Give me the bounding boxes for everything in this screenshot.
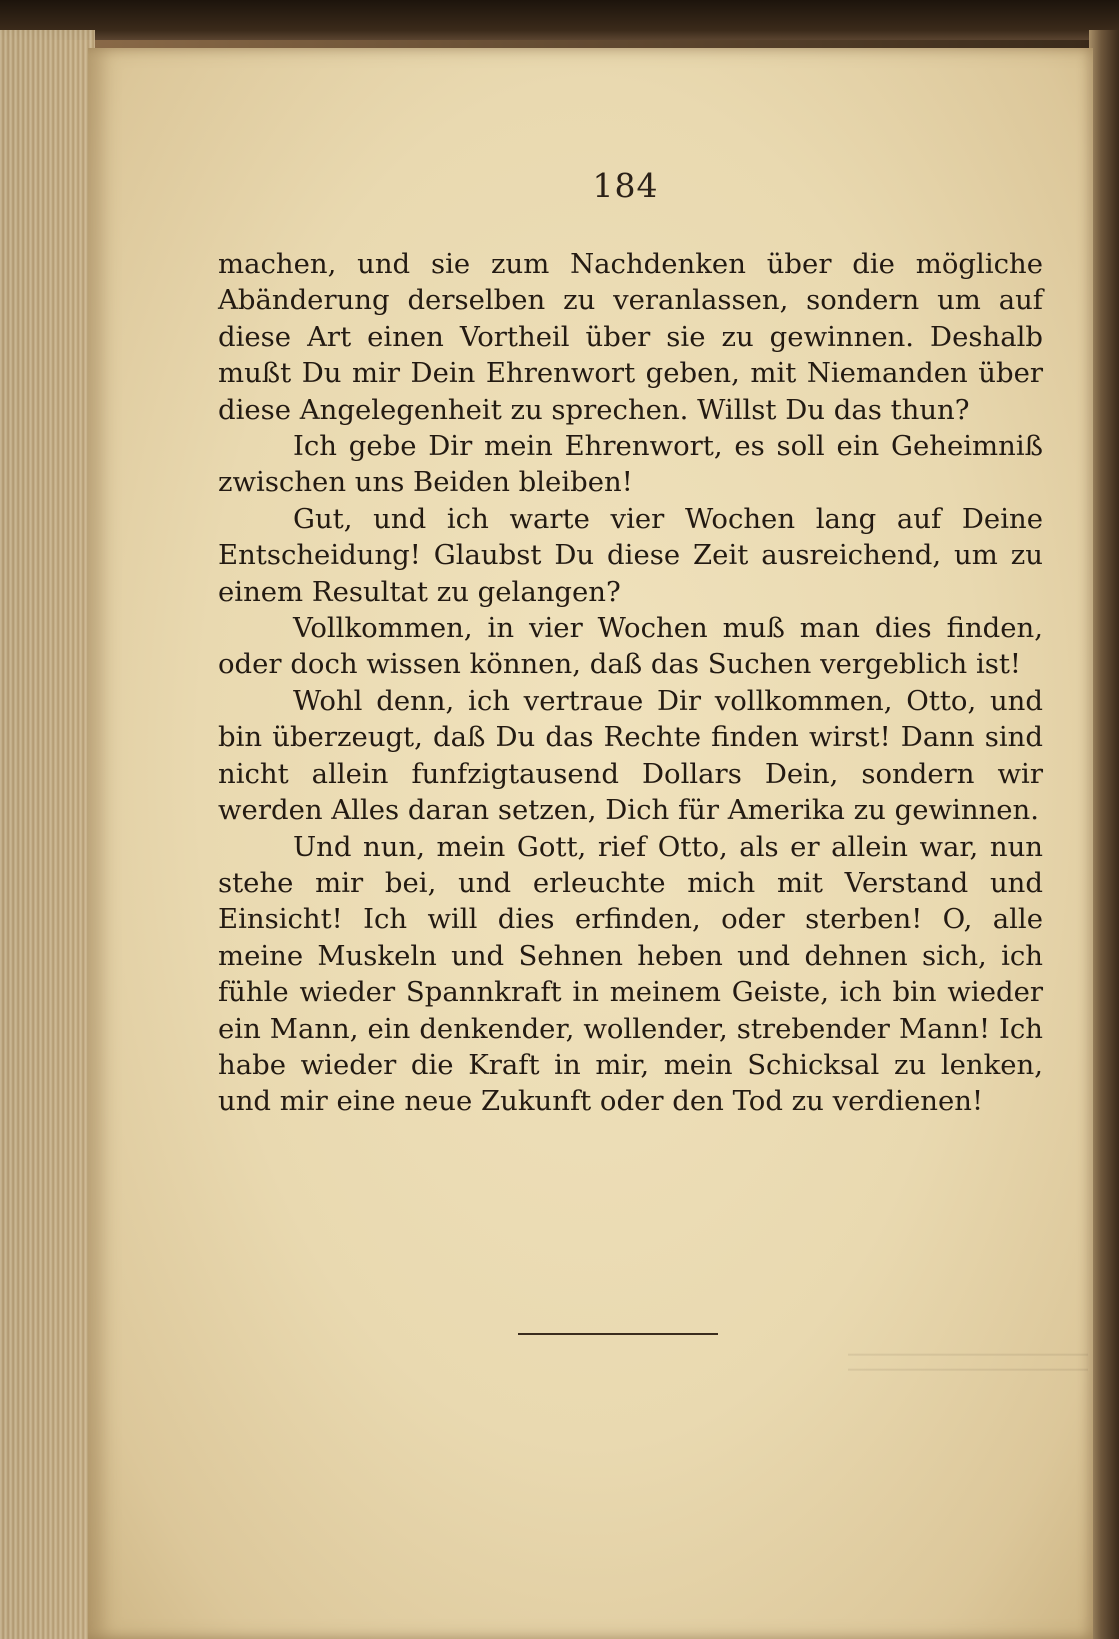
paragraph-2: Ich gebe Dir mein Ehrenwort, es soll ein Geheimniß zwischen uns Beiden bleiben! xyxy=(218,430,1043,499)
paragraph-1: machen, und sie zum Nachdenken über die mögliche Abänderung derselben zu veranlassen, sondern um auf diese Art einen Vortheil über sie zu gewinnen. Deshalb mußt Du mir Dein Ehrenwort geben, mit Niemanden über diese Angelegenheit zu sprechen. Willst Du das thun? xyxy=(218,248,1043,426)
page-number: 184 xyxy=(592,166,659,205)
paragraph-4: Vollkommen, in vier Wochen muß man dies finden, oder doch wissen können, daß das Suchen vergeblich ist! xyxy=(218,612,1043,681)
binding-edge xyxy=(1089,30,1119,1639)
page-text xyxy=(218,246,1043,1120)
paragraph-5: Wohl denn, ich vertraue Dir vollkommen, Otto, und bin überzeugt, daß Du das Rechte finden wirst! Dann sind nicht allein funfzigtausend Dollars Dein, sondern wir werden Alles daran setzen, Dich für Amerika zu gewinnen. xyxy=(218,684,1043,827)
book-page xyxy=(88,48,1093,1639)
book-spine-edge xyxy=(0,0,1119,40)
paragraph-6: Und nun, mein Gott, rief Otto, als er allein war, nun stehe mir bei, und erleuchte mich mit Verstand und Einsicht! Ich will dies erfinden, oder sterben! O, alle meine Muskeln und Sehnen heben und dehnen sich, ich fühle wieder Spannkraft in meinem Geiste, ich bin wieder ein Mann, ein denkender, wollender, strebender Mann! Ich habe wieder die Kraft in mir, mein Schicksal zu lenken, und mir eine neue Zukunft oder den Tod zu verdienen! xyxy=(218,830,1043,1118)
page-stack-edge xyxy=(0,30,95,1639)
section-end-rule xyxy=(518,1333,718,1335)
paragraph-3: Gut, und ich warte vier Wochen lang auf Deine Entscheidung! Glaubst Du diese Zeit ausreichend, um zu einem Resultat zu gelangen? xyxy=(218,502,1043,608)
ink-bleed-through xyxy=(848,1343,1088,1383)
